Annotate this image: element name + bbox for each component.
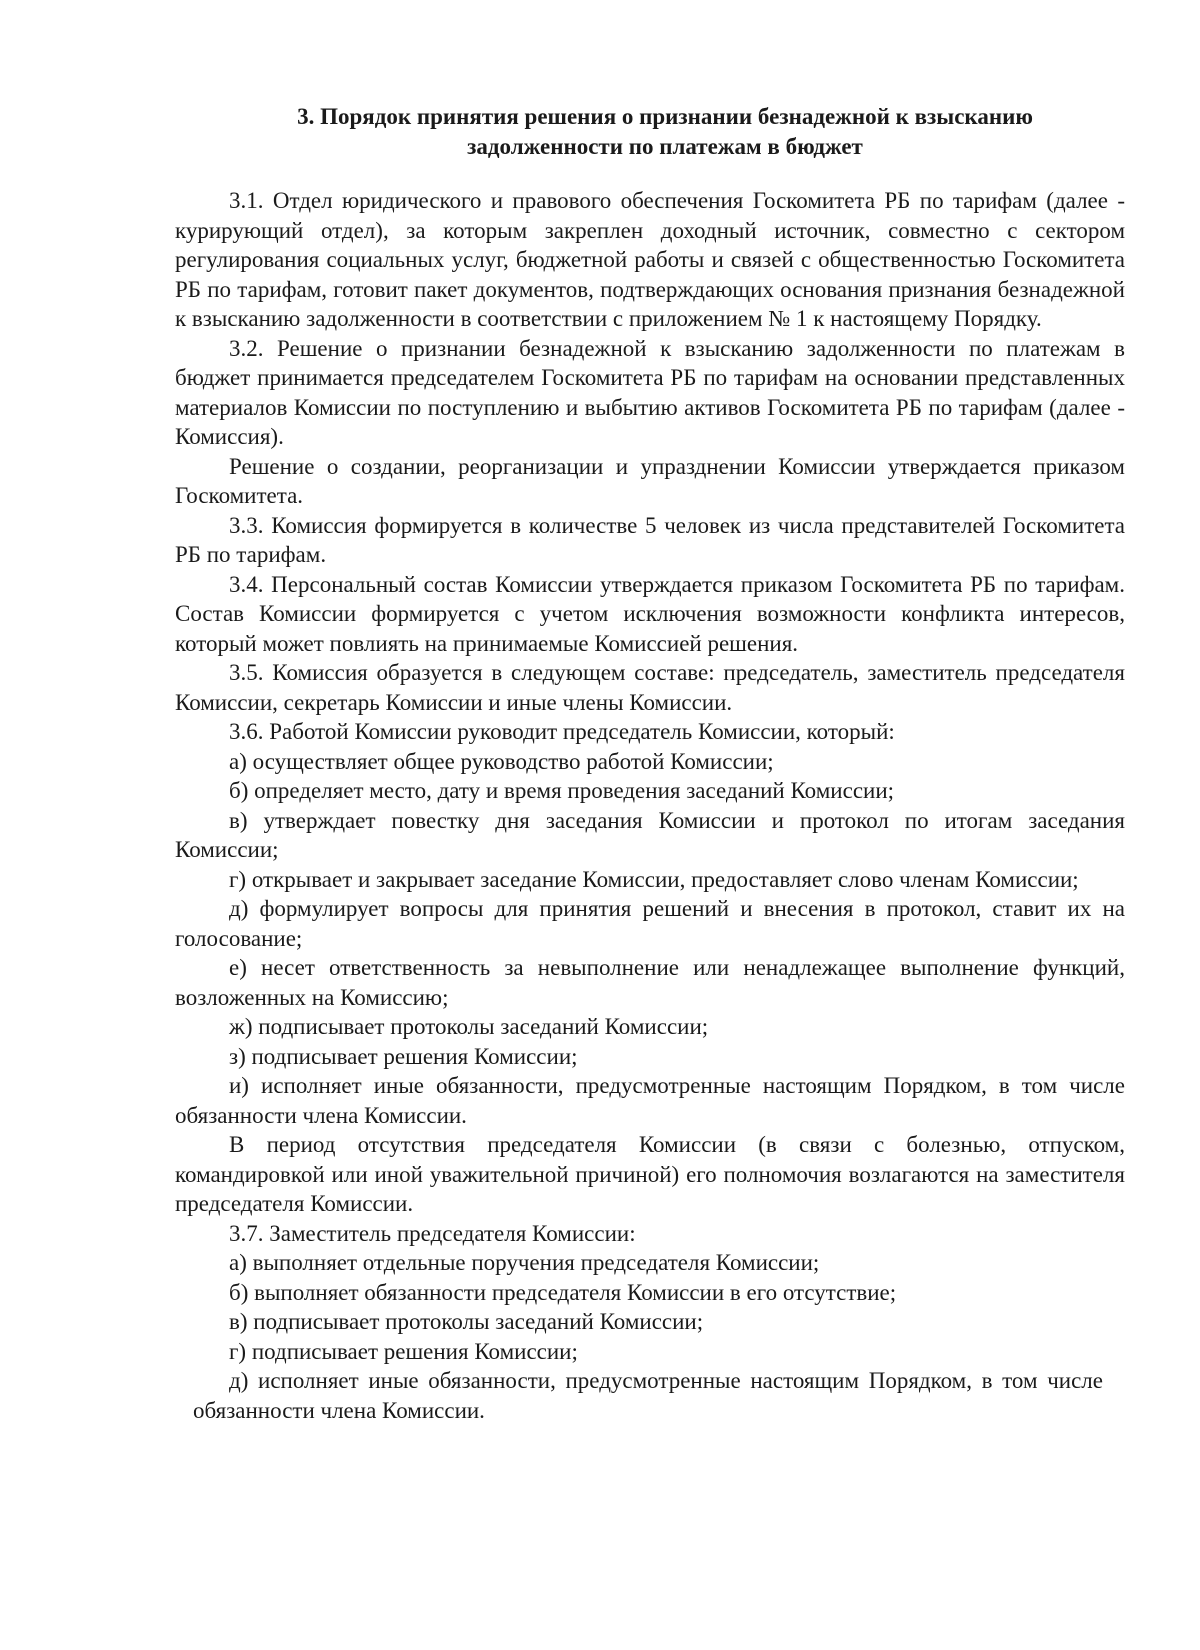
list-item-3-7-v: в) подписывает протоколы заседаний Комиссии; bbox=[229, 1309, 704, 1334]
paragraph-3-3: 3.3. Комиссия формируется в количестве 5 человек из числа представителей Госкомитета РБ по тарифам. bbox=[175, 512, 1125, 567]
list-item-3-6-b: б) определяет место, дату и время проведения заседаний Комиссии; bbox=[229, 778, 895, 803]
paragraph-3-7: 3.7. Заместитель председателя Комиссии: bbox=[229, 1220, 636, 1246]
list-item-3-6-a: а) осуществляет общее руководство работой Комиссии; bbox=[229, 748, 774, 774]
paragraph-3-5: 3.5. Комиссия образуется в следующем составе: председатель, заместитель председателя Комиссии, секретарь Комиссии и иные члены Комиссии. bbox=[175, 660, 1125, 715]
section-heading bbox=[175, 102, 1125, 162]
list-item-3-6-z: з) подписывает решения Комиссии; bbox=[229, 1043, 578, 1069]
list-item-3-7-a: а) выполняет отдельные поручения председателя Комиссии; bbox=[229, 1250, 820, 1275]
paragraph-commission-creation: Решение о создании, реорганизации и упразднении Комиссии утверждается приказом Госкомитета. bbox=[175, 453, 1125, 508]
paragraph-3-1: 3.1. Отдел юридического и правового обеспечения Госкомитета РБ по тарифам (далее - курирующий отдел), за которым закреплен доходный источник, совместно с сектором регулирования социальных услуг, бюджетной работы и связей с общественностью Госкомитета РБ по тарифам, готовит пакет документов, подтверждающих основания признания безнадежной к взысканию задолженности в соответствии с приложением № 1 к настоящему Порядку. bbox=[175, 188, 1125, 331]
list-item-3-6-g: г) открывает и закрывает заседание Комиссии, предоставляет слово членам Комиссии; bbox=[229, 866, 1079, 892]
heading-line-2: задолженности по платежам в бюджет bbox=[467, 134, 863, 159]
list-item-3-6-i: и) исполняет иные обязанности, предусмотренные настоящим Порядком, в том числе обязанности члена Комиссии. bbox=[175, 1073, 1125, 1128]
paragraph-3-6: 3.6. Работой Комиссии руководит председатель Комиссии, который: bbox=[229, 719, 895, 744]
list-item-3-6-d: д) формулирует вопросы для принятия решений и внесения в протокол, ставит их на голосование; bbox=[175, 896, 1125, 951]
paragraph-3-2: 3.2. Решение о признании безнадежной к взысканию задолженности по платежам в бюджет принимается председателем Госкомитета РБ по тарифам на основании представленных материалов Комиссии по поступлению и выбытию активов Госкомитета РБ по тарифам (далее - Комиссия). bbox=[175, 335, 1125, 449]
list-item-3-7-g: г) подписывает решения Комиссии; bbox=[229, 1338, 578, 1364]
paragraph-chairman-absence: В период отсутствия председателя Комиссии (в связи с болезнью, отпуском, командировкой или иной уважительной причиной) его полномочия возлагаются на заместителя председателя Комиссии. bbox=[175, 1132, 1125, 1216]
list-item-3-6-v: в) утверждает повестку дня заседания Комиссии и протокол по итогам заседания Комиссии; bbox=[175, 807, 1125, 862]
paragraph-3-4: 3.4. Персональный состав Комиссии утверждается приказом Госкомитета РБ по тарифам. Состав Комиссии формируется с учетом исключения возможности конфликта интересов, который может повлиять на принимаемые Комиссией решения. bbox=[175, 571, 1125, 656]
list-item-3-6-e: е) несет ответственность за невыполнение или ненадлежащее выполнение функций, возложенных на Комиссию; bbox=[175, 955, 1125, 1010]
list-item-3-7-d: д) исполняет иные обязанности, предусмотренные настоящим Порядком, в том числе обязанности члена Комиссии. bbox=[193, 1368, 1103, 1423]
list-item-3-6-zh: ж) подписывает протоколы заседаний Комиссии; bbox=[229, 1014, 709, 1039]
list-item-3-7-b: б) выполняет обязанности председателя Комиссии в его отсутствие; bbox=[229, 1279, 897, 1305]
heading-line-1: 3. Порядок принятия решения о признании безнадежной к взысканию bbox=[297, 104, 1033, 129]
document-page bbox=[175, 102, 1125, 1425]
